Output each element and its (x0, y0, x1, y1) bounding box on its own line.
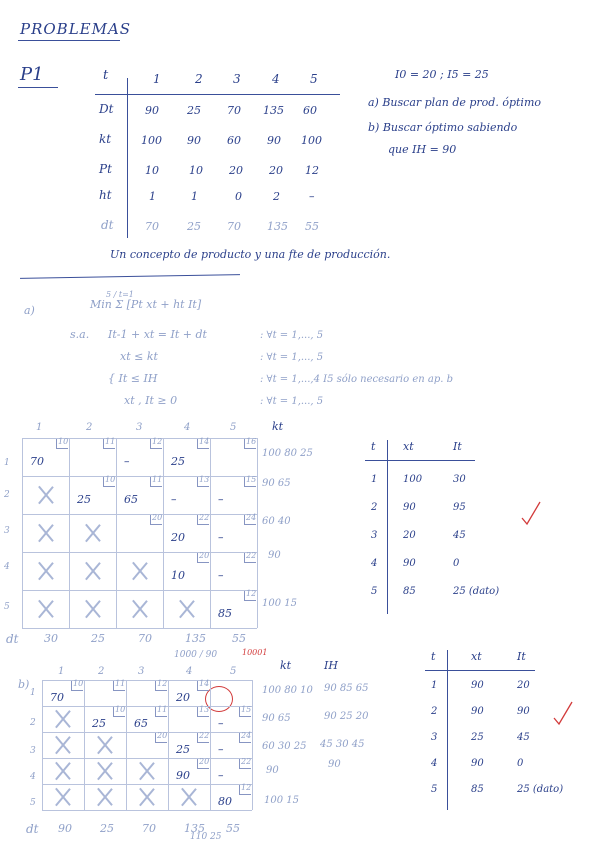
grid-hline (22, 514, 257, 515)
allocation: – (218, 717, 224, 730)
grid-b-col-1: 1 (58, 666, 65, 677)
unit-cost: 20 (157, 731, 168, 740)
grid-b-row-1: 1 (30, 688, 36, 698)
constraint-3: { It ≤ IH (108, 372, 158, 385)
unit-cost: 20 (152, 513, 163, 522)
allocation: – (124, 455, 130, 468)
infeasible-cross (52, 708, 74, 730)
result-col-rule (447, 650, 448, 810)
grid-a-row-5: 5 (4, 602, 10, 612)
result-cell: 90 (471, 706, 484, 717)
header-rule (95, 94, 340, 95)
initial-values: I0 = 20 ; I5 = 25 (395, 68, 489, 81)
check-mark-a (520, 500, 542, 530)
constraint-2: xt ≤ kt (120, 350, 158, 363)
infeasible-cross (129, 598, 151, 620)
grid-vline (257, 438, 258, 628)
constraint-1: It-1 + xt = It + dt (108, 328, 207, 341)
title-underline (18, 40, 120, 41)
grid-a-col-5: 5 (230, 422, 237, 433)
allocation: 25 (92, 717, 106, 730)
constraint-4: xt , It ≥ 0 (124, 394, 178, 407)
row-label-dt: Dt (99, 102, 114, 116)
unit-cost: 22 (246, 551, 257, 560)
grid-a-dt-label: dt (6, 632, 19, 646)
grid-vline (168, 680, 169, 810)
result-cell: 20 (517, 680, 530, 691)
infeasible-cross (178, 786, 200, 808)
result-cell: 0 (453, 558, 460, 569)
grid-a-row-1: 1 (4, 458, 10, 468)
unit-cost: 11 (115, 679, 126, 688)
grid-b-col-4: 4 (186, 666, 193, 677)
t-header: t (103, 68, 109, 83)
unit-cost: 10 (115, 705, 126, 714)
grid-b-red-note: 10001 (242, 648, 268, 657)
demand-value: 135 (184, 822, 205, 835)
result-cell: 2 (371, 502, 378, 513)
result-cell: 90 (517, 706, 530, 717)
unit-cost: 13 (199, 475, 210, 484)
infeasible-cross (129, 560, 151, 582)
constraint-2-note: : ∀t = 1,..., 5 (260, 352, 324, 363)
unit-cost: 20 (199, 551, 210, 560)
allocation: 20 (176, 691, 190, 704)
grid-vline (210, 680, 211, 810)
result-cell: 90 (403, 502, 416, 513)
allocation: 85 (218, 607, 232, 620)
result-cell: 0 (517, 758, 524, 769)
grid-vline (163, 438, 164, 628)
grid-b-dt-label: dt (26, 822, 39, 836)
cell: 10 (145, 164, 159, 177)
kt-note: 100 80 25 (262, 448, 313, 459)
grid-hline (42, 810, 252, 811)
ih-label-b: IH (324, 659, 338, 672)
unit-cost: 12 (157, 679, 168, 688)
result-cell: 85 (471, 784, 484, 795)
unit-cost: 22 (199, 513, 210, 522)
grid-hline (42, 784, 252, 785)
cell: 25 (187, 104, 201, 117)
result-header: t (371, 440, 376, 453)
kt-label: kt (272, 420, 284, 433)
unit-cost: 11 (157, 705, 168, 714)
kt-note: 60 40 (262, 516, 291, 527)
allocation: 65 (134, 717, 148, 730)
allocation: – (218, 493, 224, 506)
result-cell: 30 (453, 474, 466, 485)
period-4: 4 (272, 72, 280, 86)
result-cell: 3 (371, 530, 378, 541)
result-cell: 3 (431, 732, 438, 743)
grid-hline (22, 590, 257, 591)
result-header: It (517, 650, 526, 663)
result-col-rule (387, 440, 388, 614)
result-cell: 90 (471, 758, 484, 769)
infeasible-cross (52, 734, 74, 756)
question-b-line1: b) Buscar óptimo sabiendo (368, 121, 518, 134)
infeasible-cross (94, 760, 116, 782)
check-mark-b (552, 700, 574, 730)
demand-value: 55 (232, 632, 246, 645)
grid-vline (252, 680, 253, 810)
objective: Min Σ [Pt xt + ht It] (90, 298, 202, 311)
transport-grid-b (18, 650, 268, 845)
cell: 1 (149, 190, 156, 203)
kt-note: 90 65 (262, 478, 291, 489)
cell: 90 (145, 104, 159, 117)
ih-note-b: 90 25 20 (324, 711, 369, 722)
cell: 20 (269, 164, 283, 177)
demand-value: 90 (58, 822, 72, 835)
infeasible-cross (82, 598, 104, 620)
cell: 135 (267, 220, 288, 233)
unit-cost: 10 (58, 437, 69, 446)
ih-note-b: 45 30 45 (320, 739, 365, 750)
result-cell: 25 (dato) (517, 784, 564, 795)
unit-cost: 13 (199, 705, 210, 714)
question-b-line2: que IH = 90 (388, 143, 457, 156)
result-header: xt (471, 650, 482, 663)
cell: 2 (273, 190, 280, 203)
constraint-4-note: : ∀t = 1,..., 5 (260, 396, 324, 407)
grid-a-row-2: 2 (4, 490, 10, 500)
problem-label: P1 (20, 64, 44, 85)
result-header: t (431, 650, 436, 663)
allocation: 20 (171, 531, 185, 544)
period-1: 1 (153, 72, 161, 86)
unit-cost: 14 (199, 437, 210, 446)
infeasible-cross (82, 560, 104, 582)
page-title: PROBLEMAS (20, 20, 132, 38)
infeasible-cross (35, 560, 57, 582)
cell: 10 (189, 164, 203, 177)
unit-cost: 24 (241, 731, 252, 740)
infeasible-cross (94, 734, 116, 756)
cell: 25 (187, 220, 201, 233)
result-cell: 100 (403, 474, 423, 485)
cell: – (309, 190, 315, 203)
grid-b-col-2: 2 (98, 666, 105, 677)
result-cell: 85 (403, 586, 416, 597)
row-label-dt2: dt (101, 218, 114, 232)
unit-cost: 22 (241, 757, 252, 766)
result-table-b (425, 650, 585, 810)
grid-vline (116, 438, 117, 628)
grid-hline (42, 732, 252, 733)
cell: 90 (187, 134, 201, 147)
cell: 60 (227, 134, 241, 147)
grid-b-col-3: 3 (138, 666, 145, 677)
grid-hline (22, 552, 257, 553)
result-header: It (453, 440, 462, 453)
ih-note-b: 90 (328, 759, 341, 770)
cell: 12 (305, 164, 319, 177)
unit-cost: 11 (152, 475, 163, 484)
infeasible-cross (35, 598, 57, 620)
infeasible-cross (94, 786, 116, 808)
unit-cost: 10 (105, 475, 116, 484)
unit-cost: 12 (246, 589, 257, 598)
result-cell: 45 (517, 732, 530, 743)
infeasible-cross (136, 786, 158, 808)
allocation: 25 (77, 493, 91, 506)
allocation: – (218, 743, 224, 756)
unit-cost: 11 (105, 437, 116, 446)
unit-cost: 22 (199, 731, 210, 740)
demand-value: 30 (44, 632, 58, 645)
result-cell: 5 (371, 586, 378, 597)
allocation: 25 (171, 455, 185, 468)
unit-cost: 14 (199, 679, 210, 688)
unit-cost: 15 (246, 475, 257, 484)
grid-vline (126, 680, 127, 810)
allocation: – (218, 569, 224, 582)
cell: 70 (227, 220, 241, 233)
result-cell: 25 (dato) (453, 586, 500, 597)
allocation: 90 (176, 769, 190, 782)
cell: 70 (227, 104, 241, 117)
allocation: 80 (218, 795, 232, 808)
result-header-rule (425, 670, 535, 671)
result-cell: 20 (403, 530, 416, 541)
infeasible-cross (52, 786, 74, 808)
unit-cost: 12 (241, 783, 252, 792)
infeasible-cross (82, 522, 104, 544)
grid-b-row-5: 5 (30, 798, 36, 808)
cell: 90 (267, 134, 281, 147)
grid-b-label: b) (18, 678, 30, 691)
constraint-3-note: : ∀t = 1,...,4 I5 sólo necesario en ap. b (260, 374, 453, 385)
cell: 100 (301, 134, 322, 147)
allocation: 70 (30, 455, 44, 468)
kt-note-b: 100 80 10 (262, 685, 313, 696)
kt-label-b: kt (280, 659, 292, 672)
result-cell: 1 (431, 680, 438, 691)
grid-a-col-4: 4 (184, 422, 191, 433)
ih-note-b: 90 85 65 (324, 683, 369, 694)
concept-note: Un concepto de producto y una fte de producción. (110, 248, 391, 261)
result-cell: 90 (403, 558, 416, 569)
kt-note: 100 15 (262, 598, 297, 609)
kt-note: 90 (268, 550, 281, 561)
allocation: – (218, 769, 224, 782)
result-header-rule (365, 460, 475, 461)
grid-hline (42, 706, 252, 707)
allocation: – (171, 493, 177, 506)
cell: 70 (145, 220, 159, 233)
cell: 135 (263, 104, 284, 117)
kt-note-b: 100 15 (264, 795, 299, 806)
grid-b-col-5: 5 (230, 666, 237, 677)
row-label-pt: Pt (99, 162, 112, 176)
unit-cost: 12 (152, 437, 163, 446)
result-cell: 2 (431, 706, 438, 717)
grid-hline (42, 758, 252, 759)
grid-b-top-note: 1000 / 90 (174, 650, 218, 660)
cell: 60 (303, 104, 317, 117)
infeasible-cross (136, 760, 158, 782)
period-2: 2 (195, 72, 203, 86)
infeasible-cross (35, 484, 57, 506)
cell: 100 (141, 134, 162, 147)
grid-b-row-4: 4 (30, 772, 36, 782)
result-header: xt (403, 440, 414, 453)
cell: 55 (305, 220, 319, 233)
cell: 20 (229, 164, 243, 177)
row-label-kt: kt (99, 132, 112, 146)
problem-underline (18, 87, 58, 88)
question-a: a) Buscar plan de prod. óptimo (368, 96, 541, 109)
model (20, 290, 580, 410)
result-cell: 4 (431, 758, 438, 769)
kt-note-b: 90 65 (262, 713, 291, 724)
grid-hline (22, 476, 257, 477)
unit-cost: 10 (73, 679, 84, 688)
grid-vline (84, 680, 85, 810)
kt-note-b: 90 (266, 765, 279, 776)
result-cell: 95 (453, 502, 466, 513)
unit-cost: 16 (246, 437, 257, 446)
cell: 0 (235, 190, 242, 203)
result-cell: 90 (471, 680, 484, 691)
grid-b-dt-sub: 110 25 (190, 832, 222, 842)
row-label-ht: ht (99, 188, 112, 202)
grid-vline (210, 438, 211, 628)
data-table (95, 66, 345, 241)
constraint-1-note: : ∀t = 1,..., 5 (260, 330, 324, 341)
unit-cost: 15 (241, 705, 252, 714)
allocation: 70 (50, 691, 64, 704)
allocation: 10 (171, 569, 185, 582)
allocation: – (218, 531, 224, 544)
result-cell: 45 (453, 530, 466, 541)
result-cell: 25 (471, 732, 484, 743)
demand-value: 70 (138, 632, 152, 645)
result-cell: 1 (371, 474, 378, 485)
result-table-a (365, 440, 545, 600)
period-5: 5 (310, 72, 318, 86)
demand-value: 25 (91, 632, 105, 645)
grid-a-row-4: 4 (4, 562, 10, 572)
model-a-label: a) (24, 304, 35, 317)
kt-note-b: 60 30 25 (262, 741, 307, 752)
result-cell: 5 (431, 784, 438, 795)
demand-value: 55 (226, 822, 240, 835)
sa-label: s.a. (70, 328, 90, 341)
grid-b-row-3: 3 (30, 746, 36, 756)
infeasible-cross (35, 522, 57, 544)
demand-value: 25 (100, 822, 114, 835)
grid-vline (69, 438, 70, 628)
label-rule (127, 78, 128, 238)
cell: 1 (191, 190, 198, 203)
period-3: 3 (233, 72, 241, 86)
grid-hline (22, 628, 257, 629)
grid-a-row-3: 3 (4, 526, 10, 536)
kt-notes-a (262, 420, 352, 610)
note-underline (20, 274, 240, 279)
demand-value: 135 (185, 632, 206, 645)
sum-limits: 5 / t=1 (106, 290, 134, 299)
grid-a-col-2: 2 (86, 422, 93, 433)
unit-cost: 20 (199, 757, 210, 766)
kt-ih-notes-b (262, 655, 402, 825)
result-cell: 4 (371, 558, 378, 569)
infeasible-cross (176, 598, 198, 620)
demand-value: 70 (142, 822, 156, 835)
allocation: 65 (124, 493, 138, 506)
transport-grid-a (0, 420, 260, 645)
allocation: 25 (176, 743, 190, 756)
infeasible-cross (52, 760, 74, 782)
unit-cost: 24 (246, 513, 257, 522)
grid-a-col-1: 1 (36, 422, 43, 433)
grid-vline (42, 680, 43, 810)
grid-a-col-3: 3 (136, 422, 143, 433)
grid-b-row-2: 2 (30, 718, 36, 728)
grid-vline (22, 438, 23, 628)
